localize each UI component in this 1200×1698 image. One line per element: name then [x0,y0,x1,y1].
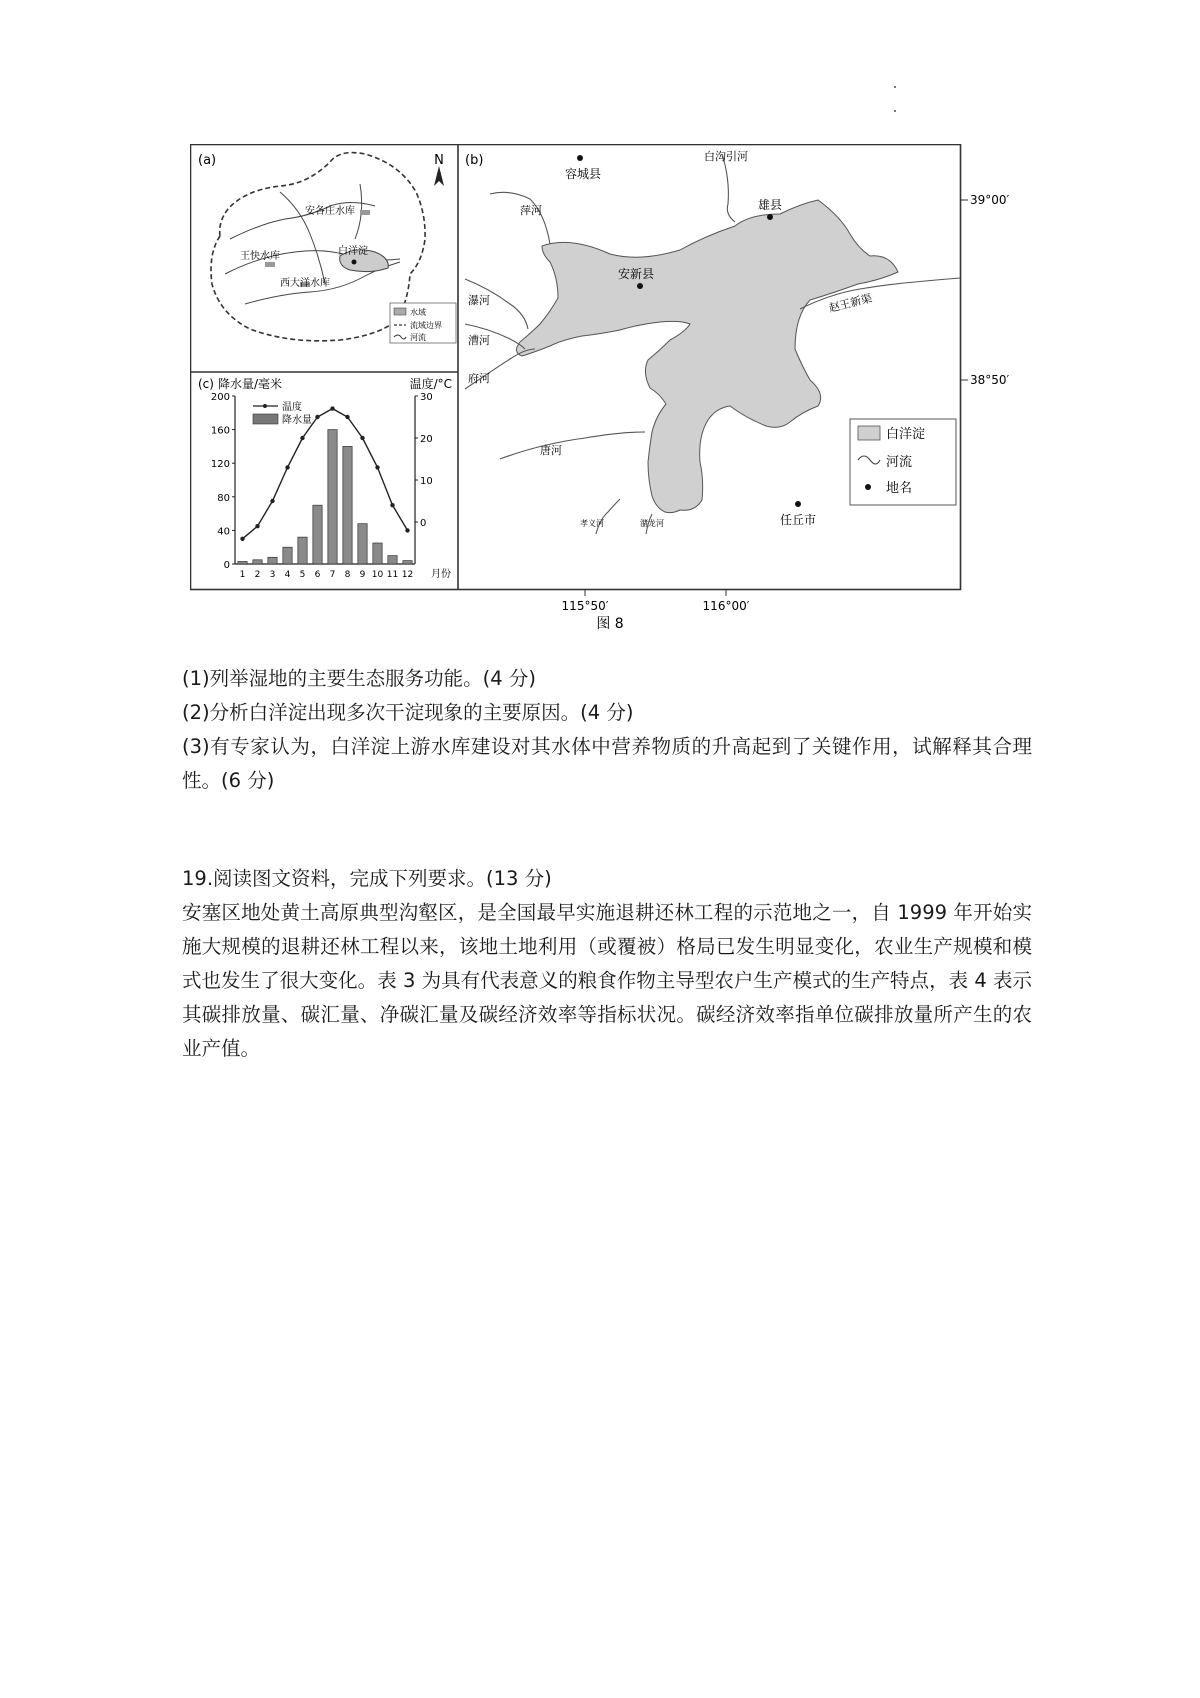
reservoir-label-1: 安各庄水库 [305,206,355,217]
legend-precipitation: 降水量 [282,415,312,426]
month-tick-label: 5 [299,570,306,580]
left-tick-label: 80 [217,492,230,504]
month-tick-label: 6 [314,570,321,580]
temperature-point [255,524,259,528]
place-anxin: 安新县 [618,267,655,281]
month-tick-label: 4 [284,570,291,580]
temperature-point [315,415,319,419]
north-arrow-icon [434,166,444,186]
precipitation-bar [403,561,412,564]
q19-heading: 19.阅读图文资料，完成下列要求。(13 分) [182,867,552,890]
panel-b-legend [850,419,956,505]
left-tick-label: 160 [210,425,230,437]
x-axis-title: 月份 [431,569,451,580]
river-ping [490,192,550,244]
month-tick-label: 11 [386,570,399,580]
place-dot-xiongxian [767,214,773,220]
river-label-fu: 府河 [468,372,490,385]
lake-dot [352,260,357,265]
reservoir-mark-1 [360,210,370,215]
precipitation-bar [328,430,337,564]
legend-a-water: 水域 [410,308,426,317]
panel-a-legend [390,303,456,343]
place-renqiu: 任丘市 [780,513,817,527]
panel-b-label: (b) [465,153,484,168]
left-axis-title: 降水量/毫米 [218,377,283,391]
right-tick-label: 20 [420,434,433,445]
month-tick-label: 9 [359,570,366,580]
figure-caption: 图 8 [596,616,624,632]
reservoir-label-2: 王快水库 [240,251,280,262]
legend-b-place: 地名 [886,481,913,496]
river-label-tang: 唐河 [540,444,562,457]
panel-b-map [465,149,1010,613]
river-label-cao: 漕河 [468,334,490,347]
river-label-xiaoyi: 孝义河 [580,519,604,528]
question-3: (3)有专家认为，白洋淀上游水库建设对其水体中营养物质的升高起到了关键作用，试解释其合理性。(6 分) [182,735,1032,792]
baiyangdian-lake [516,200,898,513]
temperature-line [243,409,408,539]
month-tick-label: 8 [344,570,351,580]
river-xiaoyi [596,499,620,534]
question-2: (2)分析白洋淀出现多次干淀现象的主要原因。(4 分) [182,701,634,724]
temperature-point [375,465,379,469]
lon-label-1: 115°50′ [561,599,609,613]
temperature-point [360,436,364,440]
precipitation-bar [388,556,397,564]
precipitation-bar [373,543,382,564]
left-tick-label: 200 [210,392,230,403]
panel-c-climate-chart [198,376,452,580]
place-dot-renqiu [795,501,801,507]
reservoir-mark-2 [265,262,275,267]
north-label: N [434,153,444,168]
lake-label: 白洋淀 [338,246,368,257]
panel-a-map [198,153,456,343]
river-label-zhulong: 潴龙河 [640,519,664,528]
temperature-point [345,415,349,419]
panel-a-label: (a) [198,153,217,168]
questions-block [182,662,1032,798]
right-tick-label: 10 [420,476,433,487]
river-tang [500,432,645,459]
month-tick-label: 7 [329,570,336,580]
precipitation-bar [253,560,262,564]
right-tick-label: 30 [420,392,433,403]
precipitation-bar [298,537,307,564]
river-label-baigou: 白沟引河 [704,150,748,163]
chart-legend [253,400,312,426]
legend-b-lake: 白洋淀 [886,427,926,442]
river-label-zhaowang: 赵王新渠 [827,291,874,315]
legend-a-boundary: 流域边界 [410,321,442,330]
place-xiongxian: 雄县 [758,198,783,212]
legend-b-river: 河流 [886,455,913,470]
panel-c-label: (c) [198,377,214,391]
lat-label-1: 39°00′ [970,193,1010,207]
lon-label-2: 116°00′ [702,599,750,613]
month-tick-label: 12 [401,570,414,580]
place-dot-rongcheng [577,155,583,161]
river-label-pu: 瀑河 [468,294,490,307]
q19-body: 安塞区地处黄土高原典型沟壑区，是全国最早实施退耕还林工程的示范地之一，自 1999 年开始实施大规模的退耕还林工程以来，该地土地利用（或覆被）格局已发生明显变化，农业生产规模和模式也发生了很大变化。表 3 为具有代表意义的粮食作物主导型农户生产模式的生产特点，表 4 表示其碳排放量、碳汇量、净碳汇量及碳经济效率等指标状况。碳经济效率指单位碳排放量所产生的农业产值。 [182,901,1032,1060]
temperature-point [300,436,304,440]
temperature-point [270,499,274,503]
temperature-point [390,503,394,507]
month-tick-label: 1 [239,570,246,580]
left-tick-label: 40 [217,526,230,538]
month-tick-label: 10 [371,570,384,580]
precipitation-bar [313,505,322,564]
legend-a-river: 河流 [410,333,426,342]
month-tick-label: 3 [269,570,276,580]
month-tick-label: 2 [254,570,261,580]
lat-label-2: 38°50′ [970,373,1010,387]
place-dot-anxin [637,283,643,289]
right-axis-title: 温度/°C [409,377,452,391]
question-19-block [182,862,1032,1066]
precipitation-bar [268,557,277,564]
legend-temperature: 温度 [282,402,302,413]
left-tick-label: 0 [223,560,230,571]
precipitation-bar [343,446,352,564]
question-1: (1)列举湿地的主要生态服务功能。(4 分) [182,667,536,690]
reservoir-label-3: 西大洋水库 [280,278,330,289]
river-label-ping: 萍河 [520,204,542,217]
temperature-point [285,465,289,469]
chart-plot-area [211,392,451,580]
temperature-point [240,537,244,541]
precipitation-bar [283,547,292,564]
river-baigou [722,154,735,222]
temperature-point [405,528,409,532]
figure-8 [190,144,1030,634]
precipitation-bar [358,524,367,564]
precipitation-bar [238,561,247,564]
left-tick-label: 120 [210,459,230,471]
right-tick-label: 0 [420,518,427,529]
temperature-point [330,406,334,410]
page-marks [894,86,898,116]
place-rongcheng: 容城县 [565,167,602,181]
